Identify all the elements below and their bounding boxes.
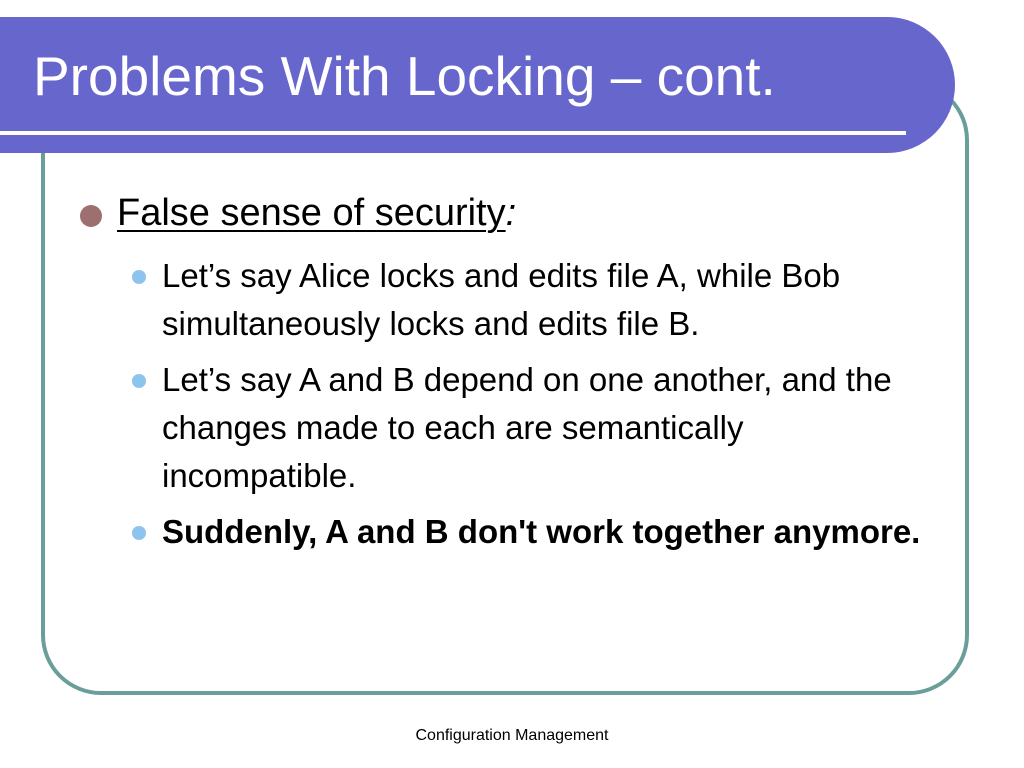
sub-point-2: Let’s say A and B depend on one another, and the changes made to each are semantically incompatible.	[162, 361, 892, 494]
slide-title: Problems With Locking – cont.	[33, 45, 776, 107]
main-point-text: False sense of security	[117, 192, 506, 234]
main-point	[117, 188, 516, 238]
sub-point-3: Suddenly, A and B don't work together anymore.	[162, 513, 921, 550]
slide-footer: Configuration Management	[415, 727, 609, 744]
bullet-level1-icon	[80, 205, 102, 227]
main-point-suffix: :	[505, 192, 517, 234]
sub-point-1: Let’s say Alice locks and edits file A, while Bob simultaneously locks and edits file B.	[162, 257, 841, 342]
bullet-level2-icon	[132, 526, 146, 540]
bullet-level2-icon	[132, 270, 146, 284]
bullet-level2-icon	[132, 374, 146, 388]
